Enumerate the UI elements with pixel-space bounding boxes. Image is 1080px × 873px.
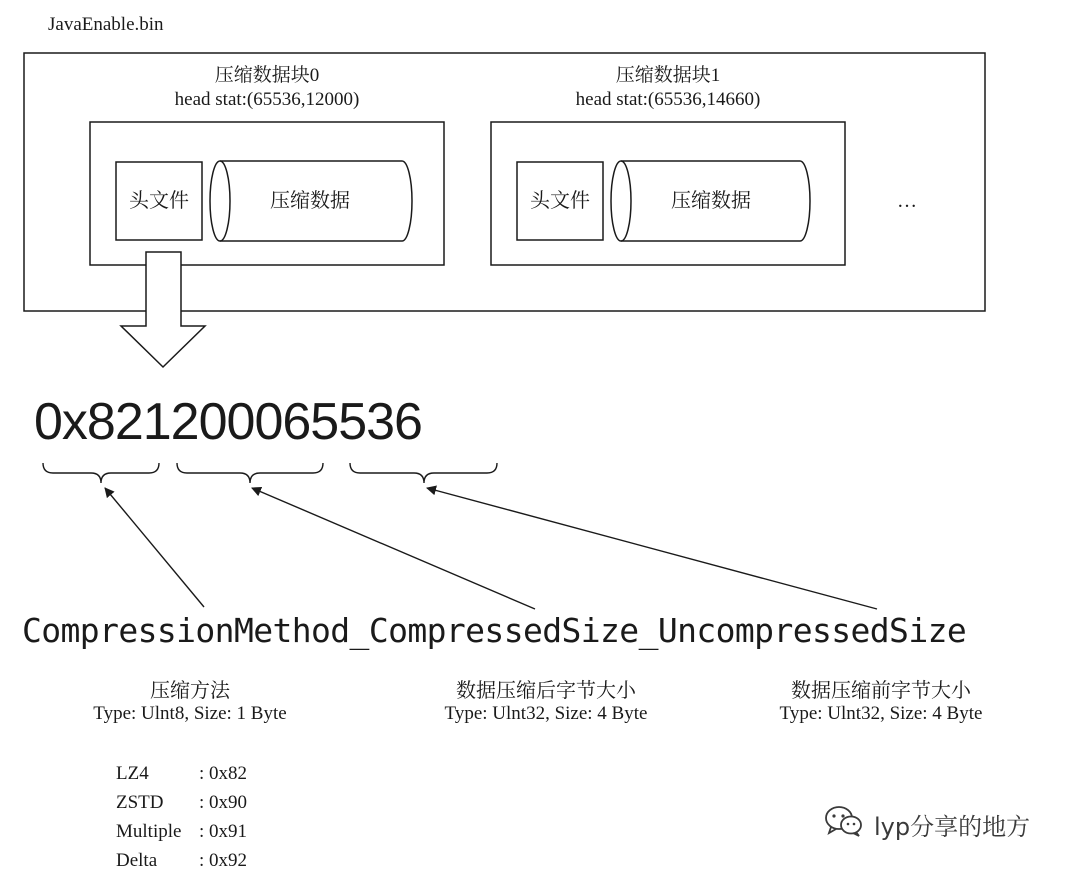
block-1-title: 压缩数据块1 bbox=[615, 65, 721, 86]
file-name: JavaEnable.bin bbox=[48, 14, 164, 35]
block-1-header-label: 头文件 bbox=[530, 190, 590, 212]
method-value: : 0x91 bbox=[199, 821, 248, 842]
wechat-icon bbox=[824, 804, 864, 844]
block-1-data-label: 压缩数据 bbox=[671, 190, 751, 212]
brace-method bbox=[43, 463, 159, 483]
pointer-arrow-method bbox=[105, 488, 204, 607]
watermark-text: lyp分享的地方 bbox=[874, 812, 1031, 841]
block-1-head-stat: head stat:(65536,14660) bbox=[575, 89, 761, 110]
header-field-formula: CompressionMethod_CompressedSize_UncompressedSize bbox=[22, 611, 967, 650]
header-hex-value: 0x821200065536 bbox=[34, 393, 422, 451]
method-name: Multiple bbox=[116, 821, 182, 842]
more-blocks-ellipsis: … bbox=[897, 190, 917, 212]
field-uncompressed-size-type: Type: Ulnt32, Size: 4 Byte bbox=[779, 703, 983, 724]
method-value: : 0x82 bbox=[199, 763, 248, 784]
field-method-title: 压缩方法 bbox=[150, 680, 230, 702]
brace-compressed-size bbox=[177, 463, 323, 483]
method-name: LZ4 bbox=[116, 763, 149, 784]
block-0-header-label: 头文件 bbox=[129, 190, 189, 212]
expand-down-arrow bbox=[121, 252, 205, 367]
block-0-data-label: 压缩数据 bbox=[270, 190, 350, 212]
method-name: Delta bbox=[116, 850, 158, 871]
method-value: : 0x92 bbox=[199, 850, 248, 871]
watermark bbox=[824, 804, 1030, 844]
method-name: ZSTD bbox=[116, 792, 164, 813]
block-0-title: 压缩数据块0 bbox=[214, 65, 320, 86]
field-compressed-size-title: 数据压缩后字节大小 bbox=[456, 680, 636, 702]
brace-uncompressed-size bbox=[350, 463, 497, 483]
method-value: : 0x90 bbox=[199, 792, 248, 813]
block-0-head-stat: head stat:(65536,12000) bbox=[174, 89, 360, 110]
field-uncompressed-size-title: 数据压缩前字节大小 bbox=[791, 680, 971, 702]
field-method-type: Type: Ulnt8, Size: 1 Byte bbox=[93, 703, 287, 724]
pointer-arrow-uncompressed-size bbox=[427, 488, 877, 609]
field-compressed-size-type: Type: Ulnt32, Size: 4 Byte bbox=[444, 703, 648, 724]
